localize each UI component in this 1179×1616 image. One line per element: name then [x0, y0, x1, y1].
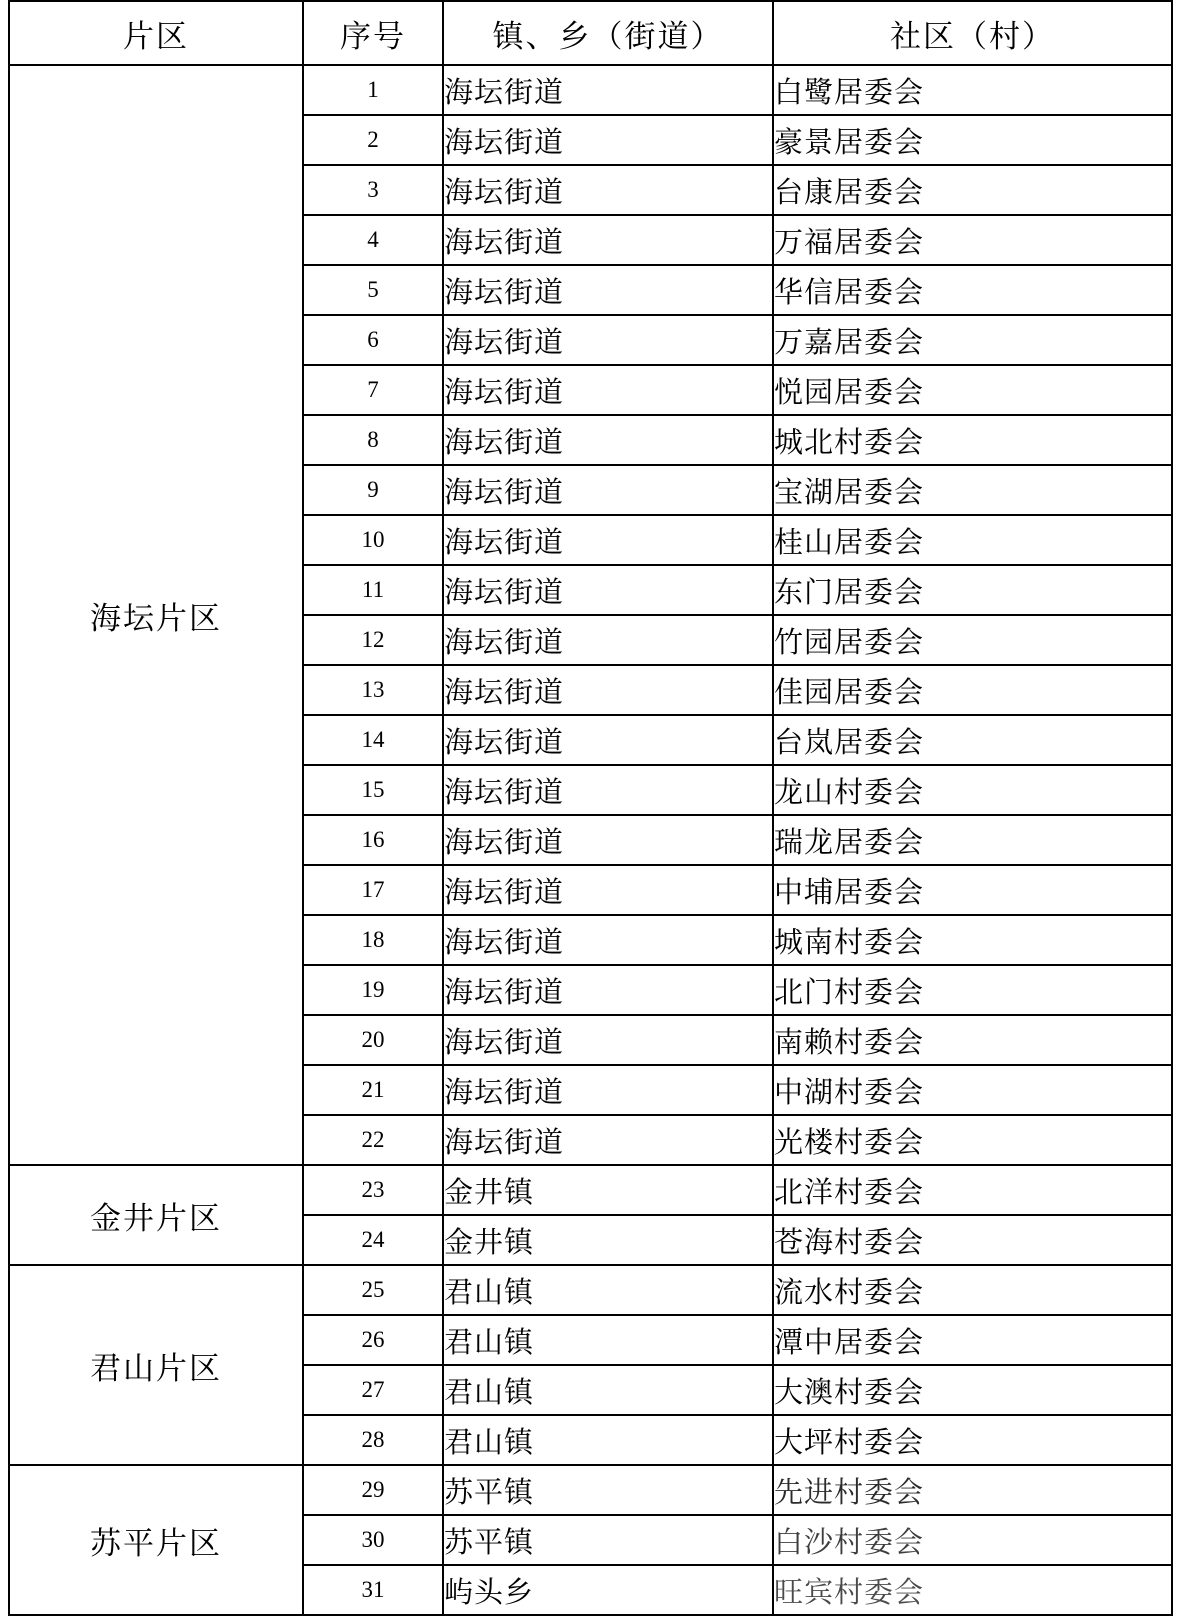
town-cell: 金井镇 [443, 1215, 773, 1265]
row-index-cell: 11 [303, 565, 443, 615]
village-cell: 东门居委会 [773, 565, 1172, 615]
village-cell: 城北村委会 [773, 415, 1172, 465]
row-index-cell: 21 [303, 1065, 443, 1115]
village-cell: 中湖村委会 [773, 1065, 1172, 1115]
area-village-table [8, 0, 1173, 1616]
area-group-cell: 金井片区 [9, 1165, 303, 1265]
village-cell: 大澳村委会 [773, 1365, 1172, 1415]
village-cell: 台岚居委会 [773, 715, 1172, 765]
town-cell: 海坛街道 [443, 415, 773, 465]
village-cell: 豪景居委会 [773, 115, 1172, 165]
row-index-cell: 26 [303, 1315, 443, 1365]
village-cell: 悦园居委会 [773, 365, 1172, 415]
town-cell: 海坛街道 [443, 815, 773, 865]
town-cell: 君山镇 [443, 1365, 773, 1415]
row-index-cell: 10 [303, 515, 443, 565]
village-cell: 万福居委会 [773, 215, 1172, 265]
row-index-cell: 14 [303, 715, 443, 765]
village-cell: 竹园居委会 [773, 615, 1172, 665]
town-cell: 君山镇 [443, 1315, 773, 1365]
village-cell: 苍海村委会 [773, 1215, 1172, 1265]
table-row [9, 1465, 1172, 1515]
village-cell: 先进村委会 [773, 1465, 1172, 1515]
table-header-row [9, 1, 1172, 65]
table-body [9, 65, 1172, 1615]
village-cell: 流水村委会 [773, 1265, 1172, 1315]
row-index-cell: 1 [303, 65, 443, 115]
row-index-cell: 25 [303, 1265, 443, 1315]
row-index-cell: 16 [303, 815, 443, 865]
town-cell: 海坛街道 [443, 615, 773, 665]
town-cell: 海坛街道 [443, 765, 773, 815]
town-cell: 海坛街道 [443, 1015, 773, 1065]
row-index-cell: 9 [303, 465, 443, 515]
table-row [9, 1265, 1172, 1315]
row-index-cell: 3 [303, 165, 443, 215]
area-group-cell: 君山片区 [9, 1265, 303, 1465]
row-index-cell: 20 [303, 1015, 443, 1065]
village-cell: 中埔居委会 [773, 865, 1172, 915]
town-cell: 君山镇 [443, 1265, 773, 1315]
column-header-area: 片区 [9, 1, 303, 65]
column-header-village: 社区（村） [773, 1, 1172, 65]
row-index-cell: 31 [303, 1565, 443, 1615]
village-cell: 光楼村委会 [773, 1115, 1172, 1165]
table-row [9, 65, 1172, 115]
town-cell: 海坛街道 [443, 65, 773, 115]
area-group-cell: 苏平片区 [9, 1465, 303, 1615]
table-row [9, 1165, 1172, 1215]
village-cell: 宝湖居委会 [773, 465, 1172, 515]
town-cell: 海坛街道 [443, 565, 773, 615]
row-index-cell: 24 [303, 1215, 443, 1265]
table-header [9, 1, 1172, 65]
town-cell: 君山镇 [443, 1415, 773, 1465]
town-cell: 海坛街道 [443, 265, 773, 315]
village-cell: 大坪村委会 [773, 1415, 1172, 1465]
town-cell: 海坛街道 [443, 315, 773, 365]
row-index-cell: 30 [303, 1515, 443, 1565]
town-cell: 海坛街道 [443, 165, 773, 215]
row-index-cell: 13 [303, 665, 443, 715]
row-index-cell: 7 [303, 365, 443, 415]
row-index-cell: 27 [303, 1365, 443, 1415]
row-index-cell: 17 [303, 865, 443, 915]
village-cell: 北洋村委会 [773, 1165, 1172, 1215]
village-cell: 潭中居委会 [773, 1315, 1172, 1365]
town-cell: 海坛街道 [443, 1115, 773, 1165]
town-cell: 海坛街道 [443, 665, 773, 715]
row-index-cell: 22 [303, 1115, 443, 1165]
row-index-cell: 5 [303, 265, 443, 315]
row-index-cell: 6 [303, 315, 443, 365]
town-cell: 海坛街道 [443, 715, 773, 765]
row-index-cell: 28 [303, 1415, 443, 1465]
village-cell: 龙山村委会 [773, 765, 1172, 815]
town-cell: 海坛街道 [443, 865, 773, 915]
village-cell: 城南村委会 [773, 915, 1172, 965]
village-cell: 瑞龙居委会 [773, 815, 1172, 865]
village-cell: 南赖村委会 [773, 1015, 1172, 1065]
town-cell: 海坛街道 [443, 915, 773, 965]
town-cell: 海坛街道 [443, 1065, 773, 1115]
row-index-cell: 2 [303, 115, 443, 165]
town-cell: 海坛街道 [443, 515, 773, 565]
village-cell: 万嘉居委会 [773, 315, 1172, 365]
town-cell: 金井镇 [443, 1165, 773, 1215]
row-index-cell: 23 [303, 1165, 443, 1215]
village-cell: 桂山居委会 [773, 515, 1172, 565]
village-cell: 北门村委会 [773, 965, 1172, 1015]
town-cell: 海坛街道 [443, 965, 773, 1015]
town-cell: 海坛街道 [443, 465, 773, 515]
area-group-cell: 海坛片区 [9, 65, 303, 1165]
town-cell: 海坛街道 [443, 365, 773, 415]
village-cell: 台康居委会 [773, 165, 1172, 215]
row-index-cell: 12 [303, 615, 443, 665]
village-cell: 白鹭居委会 [773, 65, 1172, 115]
town-cell: 海坛街道 [443, 215, 773, 265]
village-cell: 旺宾村委会 [773, 1565, 1172, 1615]
row-index-cell: 8 [303, 415, 443, 465]
row-index-cell: 4 [303, 215, 443, 265]
town-cell: 苏平镇 [443, 1515, 773, 1565]
row-index-cell: 15 [303, 765, 443, 815]
town-cell: 苏平镇 [443, 1465, 773, 1515]
row-index-cell: 18 [303, 915, 443, 965]
village-cell: 华信居委会 [773, 265, 1172, 315]
row-index-cell: 29 [303, 1465, 443, 1515]
column-header-town: 镇、乡（街道） [443, 1, 773, 65]
village-cell: 白沙村委会 [773, 1515, 1172, 1565]
column-header-index: 序号 [303, 1, 443, 65]
town-cell: 海坛街道 [443, 115, 773, 165]
village-cell: 佳园居委会 [773, 665, 1172, 715]
town-cell: 屿头乡 [443, 1565, 773, 1615]
row-index-cell: 19 [303, 965, 443, 1015]
